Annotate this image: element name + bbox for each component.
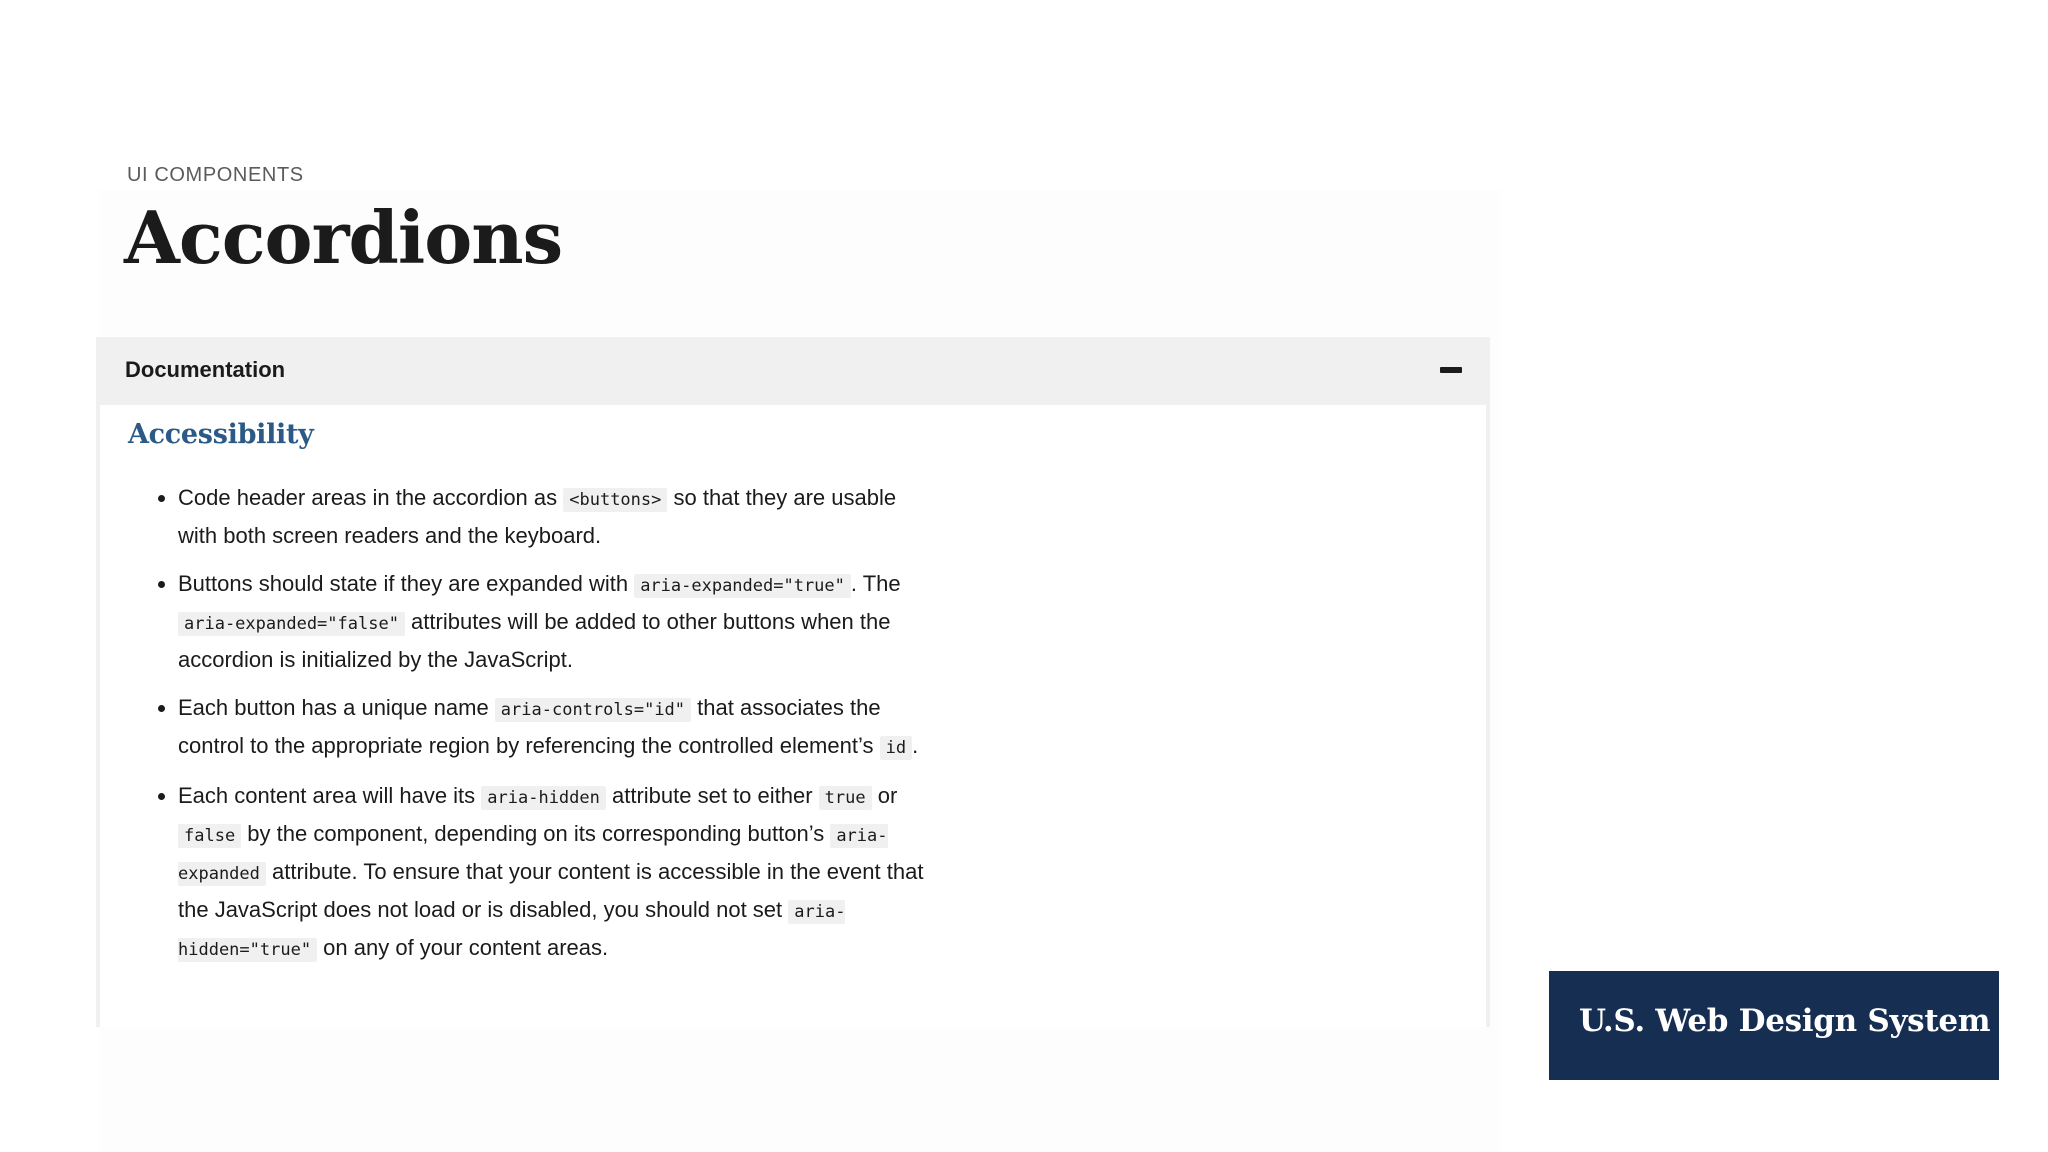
page-title: Accordions — [124, 195, 563, 280]
code-snippet: aria-hidden="true" — [178, 902, 846, 960]
accordion-header-button[interactable] — [96, 337, 1490, 405]
code-snippet: aria-controls="id" — [495, 698, 691, 722]
minus-icon — [1440, 367, 1462, 373]
code-snippet: id — [880, 736, 912, 760]
accessibility-list — [128, 480, 938, 980]
code-snippet: aria-expanded="true" — [634, 574, 851, 598]
code-snippet: aria-hidden — [481, 786, 606, 810]
code-snippet: aria-expanded="false" — [178, 612, 405, 636]
code-snippet: true — [819, 786, 872, 810]
brand-badge — [1549, 971, 1999, 1080]
page-eyebrow: UI COMPONENTS — [127, 164, 304, 186]
list-item: • Each button has a unique name aria-controls="id" that associates the control to the appropriate region by referencing the controlled element’s id . — [178, 690, 938, 766]
code-snippet: false — [178, 824, 241, 848]
code-snippet: aria-expanded — [178, 826, 888, 884]
accordion — [96, 337, 1490, 1027]
list-item: • Code header areas in the accordion as <buttons> so that they are usable with both screen readers and the keyboard. — [178, 480, 938, 554]
list-item: • Buttons should state if they are expanded with aria-expanded="true" . The aria-expanded="false" attributes will be added to other buttons when the accordion is initialized by the JavaScript. — [178, 566, 938, 678]
code-snippet: <buttons> — [563, 488, 667, 512]
accordion-header-label: Documentation — [125, 357, 286, 382]
brand-name: U.S. Web Design System — [1579, 1003, 1991, 1039]
list-item: • Each content area will have its aria-hidden attribute set to either true or false by the component, depending on its corresponding button’s aria-expanded attribute. To ensure that your content is accessible in the event that the JavaScript does not load or is disabled, you should not set aria-hidden="true" on any of your content areas. — [178, 778, 938, 968]
section-heading: Accessibility — [128, 419, 314, 450]
